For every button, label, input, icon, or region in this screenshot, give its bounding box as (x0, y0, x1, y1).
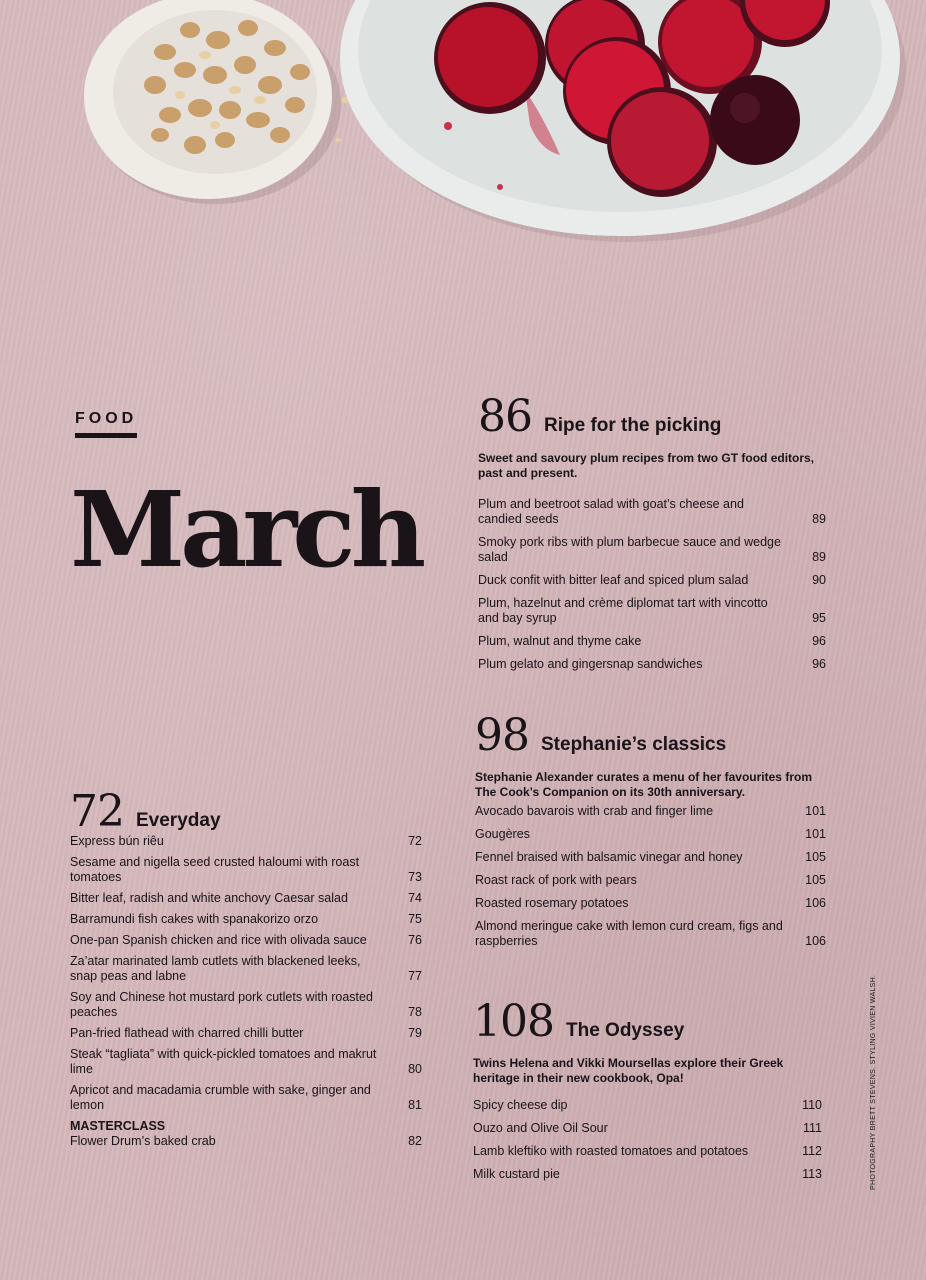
recipe-title: Apricot and macadamia crumble with sake, ginger and lemon (70, 1083, 371, 1112)
recipe-text-wrap (475, 804, 713, 819)
recipe-text-wrap (478, 535, 788, 565)
recipe-entry (473, 1098, 822, 1113)
recipe-title: Plum, hazelnut and crème diplomat tart with vincotto and bay syrup (478, 596, 768, 625)
recipe-text-wrap (473, 1144, 748, 1159)
recipe-title: Barramundi fish cakes with spanakorizo orzo (70, 912, 319, 926)
recipe-title: Duck confit with bitter leaf and spiced plum salad (478, 573, 749, 587)
recipe-entry (70, 933, 422, 948)
recipe-entry (475, 827, 826, 842)
recipe-page-number: 89 (812, 550, 826, 564)
recipe-entry (478, 634, 826, 649)
recipe-page-number: 81 (408, 1098, 422, 1112)
recipe-page-number: 106 (805, 896, 826, 910)
month-title: March (70, 468, 422, 591)
section-heading (478, 391, 826, 442)
section-page-number: 98 (475, 710, 529, 761)
recipe-title: Pan-fried flathead with charred chilli butter (70, 1026, 304, 1040)
recipe-text-wrap (70, 912, 318, 927)
recipe-page-number: 105 (805, 850, 826, 864)
recipe-title: Roast rack of pork with pears (475, 873, 637, 887)
recipe-page-number: 80 (408, 1062, 422, 1076)
recipe-text-wrap (70, 855, 380, 885)
photo-credit: PHOTOGRAPHY BRETT STEVENS. STYLING VIVIEN WALSH. (870, 974, 877, 1190)
section-label: FOOD (75, 410, 138, 427)
recipe-page-number: 111 (802, 1121, 822, 1135)
section-intro: Twins Helena and Vikki Moursellas explore their Greek heritage in their new cookbook, Opa! (473, 1056, 784, 1085)
recipe-page-number: 77 (408, 969, 422, 983)
recipe-entry (475, 919, 826, 949)
recipe-text-wrap (475, 850, 743, 865)
recipe-title: Spicy cheese dip (473, 1098, 568, 1112)
recipe-text-wrap (70, 990, 380, 1020)
section-everyday (70, 786, 422, 1149)
recipe-page-number: 101 (805, 827, 826, 841)
section-stephanies-classics (475, 710, 826, 949)
recipe-title: Za’atar marinated lamb cutlets with blackened leeks, snap peas and labne (70, 954, 361, 983)
recipe-text-wrap (475, 896, 629, 911)
recipe-text-wrap (70, 1119, 216, 1149)
recipe-entry (478, 657, 826, 672)
recipe-entry (70, 891, 422, 906)
recipe-page-number: 73 (408, 870, 422, 884)
recipe-title: One-pan Spanish chicken and rice with olivada sauce (70, 933, 367, 947)
recipe-title: Fennel braised with balsamic vinegar and honey (475, 850, 743, 864)
recipe-entry (475, 896, 826, 911)
section-entries (70, 834, 422, 1149)
recipe-title: Flower Drum’s baked crab (70, 1134, 216, 1148)
recipe-page-number: 79 (408, 1026, 422, 1040)
recipe-text-wrap (70, 1047, 380, 1077)
recipe-text-wrap (70, 954, 380, 984)
recipe-text-wrap (475, 919, 785, 949)
recipe-text-wrap (475, 827, 530, 842)
section-title: Stephanie’s classics (541, 734, 727, 755)
recipe-page-number: 82 (408, 1134, 422, 1148)
section-title: Ripe for the picking (544, 415, 722, 436)
section-heading (473, 996, 822, 1047)
section-heading (475, 710, 826, 761)
recipe-entry (473, 1144, 822, 1159)
recipe-text-wrap (70, 1026, 303, 1041)
recipe-entry (473, 1167, 822, 1182)
recipe-page-number: 101 (805, 804, 826, 818)
section-title: The Odyssey (565, 1020, 685, 1041)
recipe-text-wrap (70, 834, 164, 849)
section-heading (70, 786, 422, 837)
recipe-text-wrap (70, 1083, 380, 1113)
section-the-odyssey (473, 996, 822, 1182)
section-intro: Sweet and savoury plum recipes from two GT food editors, past and present. (478, 451, 815, 480)
recipe-text-wrap (70, 891, 348, 906)
food-photo (0, 0, 926, 330)
recipe-text-wrap (475, 873, 637, 888)
entry-kicker: MASTERCLASS (70, 1119, 166, 1133)
recipe-text-wrap (473, 1167, 560, 1182)
section-ripe-for-the-picking (478, 391, 826, 672)
recipe-text-wrap (478, 573, 748, 588)
recipe-title: Plum and beetroot salad with goat’s cheese and candied seeds (478, 497, 744, 526)
section-rule (75, 433, 137, 438)
section-entries (473, 1098, 822, 1182)
recipe-page-number: 78 (408, 1005, 422, 1019)
recipe-page-number: 96 (812, 657, 826, 671)
recipe-entry (70, 1083, 422, 1113)
recipe-text-wrap (478, 634, 641, 649)
recipe-text-wrap (473, 1121, 608, 1136)
recipe-page-number: 72 (408, 834, 422, 848)
recipe-text-wrap (70, 933, 367, 948)
recipe-entry (70, 990, 422, 1020)
recipe-entry (70, 855, 422, 885)
section-entries (478, 497, 826, 672)
recipe-title: Lamb kleftiko with roasted tomatoes and potatoes (473, 1144, 749, 1158)
recipe-entry (475, 850, 826, 865)
recipe-entry (70, 1026, 422, 1041)
recipe-entry (475, 804, 826, 819)
section-intro: Stephanie Alexander curates a menu of her favourites from The Cook’s Companion on its 30th anniversary. (475, 770, 812, 799)
section-page-number: 72 (70, 786, 124, 837)
recipe-title: Steak “tagliata” with quick-pickled tomatoes and makrut lime (70, 1047, 377, 1076)
recipe-entry (70, 1119, 422, 1149)
recipe-page-number: 105 (805, 873, 826, 887)
recipe-text-wrap (478, 657, 702, 672)
recipe-text-wrap (478, 596, 788, 626)
section-title: Everyday (136, 810, 221, 831)
recipe-page-number: 96 (812, 634, 826, 648)
recipe-page-number: 89 (812, 512, 826, 526)
recipe-entry (70, 1047, 422, 1077)
recipe-title: Almond meringue cake with lemon curd cream, figs and raspberries (475, 919, 783, 948)
recipe-entry (473, 1121, 822, 1136)
recipe-page-number: 112 (802, 1144, 822, 1158)
recipe-title: Ouzo and Olive Oil Sour (473, 1121, 608, 1135)
recipe-entry (478, 573, 826, 588)
recipe-title: Milk custard pie (473, 1167, 560, 1181)
recipe-text-wrap (473, 1098, 568, 1113)
recipe-entry (70, 834, 422, 849)
recipe-title: Sesame and nigella seed crusted haloumi with roast tomatoes (70, 855, 360, 884)
recipe-page-number: 75 (408, 912, 422, 926)
recipe-title: Roasted rosemary potatoes (475, 896, 629, 910)
recipe-title: Plum, walnut and thyme cake (478, 634, 642, 648)
recipe-page-number: 110 (802, 1098, 822, 1112)
section-entries (475, 804, 826, 949)
recipe-page-number: 95 (812, 611, 826, 625)
recipe-page-number: 74 (408, 891, 422, 905)
recipe-title: Avocado bavarois with crab and finger lime (475, 804, 714, 818)
recipe-entry (475, 873, 826, 888)
recipe-entry (478, 596, 826, 626)
section-page-number: 86 (478, 391, 532, 442)
recipe-page-number: 113 (802, 1167, 822, 1181)
recipe-title: Smoky pork ribs with plum barbecue sauce and wedge salad (478, 535, 781, 564)
recipe-entry (70, 954, 422, 984)
recipe-entry (70, 912, 422, 927)
recipe-text-wrap (478, 497, 788, 527)
section-page-number: 108 (473, 996, 554, 1047)
recipe-title: Express bún riêu (70, 834, 164, 848)
recipe-page-number: 106 (805, 934, 826, 948)
recipe-title: Gougères (475, 827, 530, 841)
recipe-title: Soy and Chinese hot mustard pork cutlets with roasted peaches (70, 990, 373, 1019)
recipe-title: Plum gelato and gingersnap sandwiches (478, 657, 703, 671)
plum-plate (340, 0, 906, 242)
recipe-page-number: 90 (812, 573, 826, 587)
recipe-title: Bitter leaf, radish and white anchovy Caesar salad (70, 891, 348, 905)
recipe-entry (478, 535, 826, 565)
hazelnut-bowl (84, 0, 363, 204)
recipe-page-number: 76 (408, 933, 422, 947)
recipe-entry (478, 497, 826, 527)
